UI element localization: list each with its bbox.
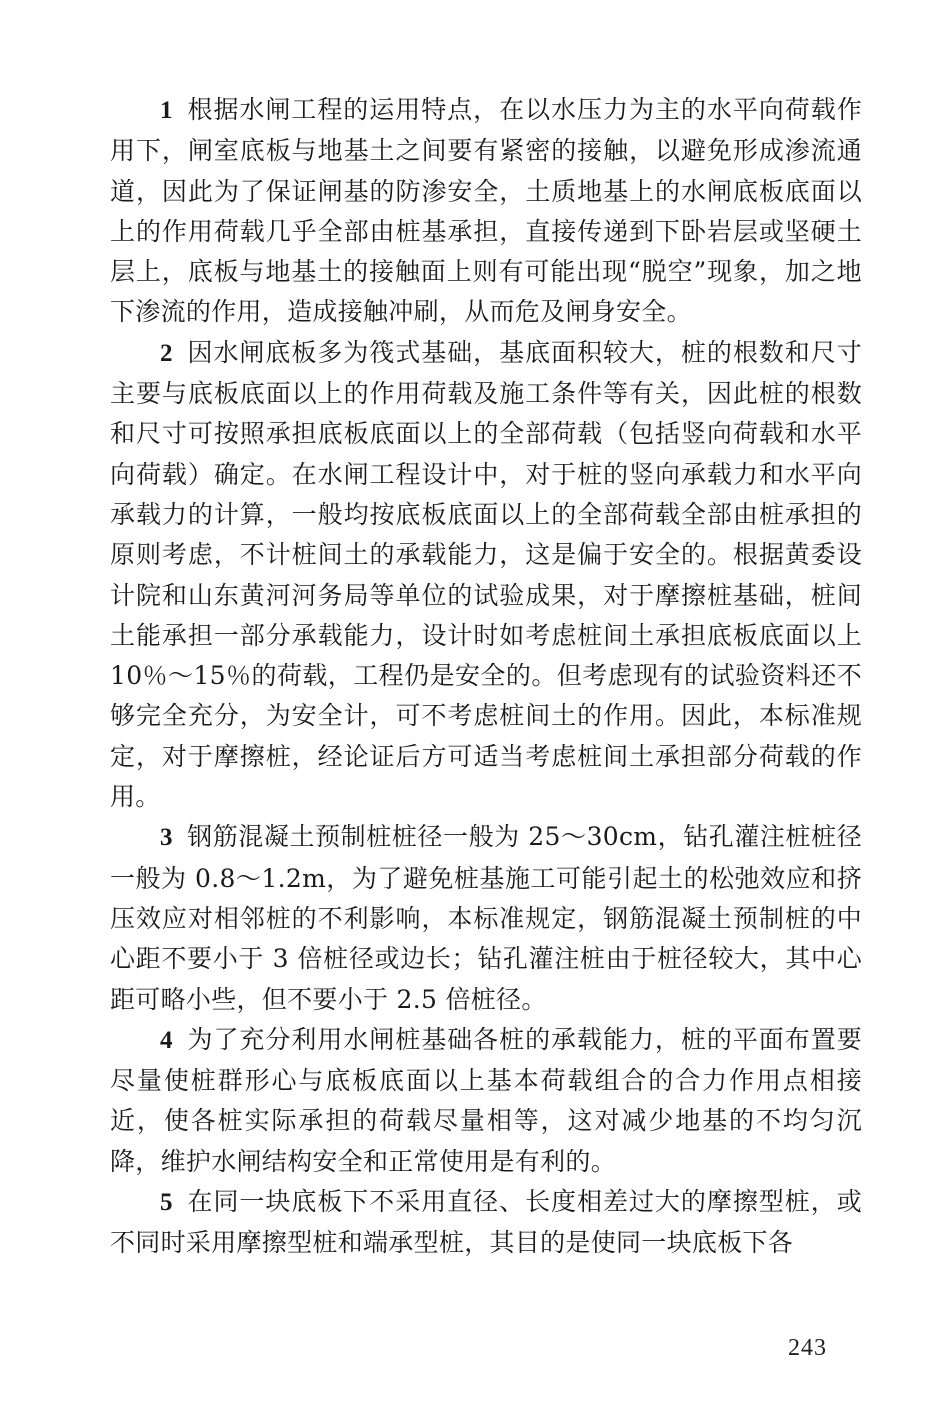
paragraph-3: [110, 817, 862, 1019]
paragraph-number: 3: [160, 824, 173, 852]
paragraph-number: 1: [160, 97, 173, 124]
page-number: 243: [788, 1335, 827, 1361]
paragraph-1: [110, 90, 862, 333]
paragraph-number: 2: [160, 339, 173, 367]
paragraph-number: 5: [160, 1189, 173, 1217]
paragraph-4: [110, 1020, 862, 1182]
paragraph-text: 根据水闸工程的运用特点，在以水压力为主的水平向荷载作用下，闸室底板与地基土之间要有紧密的接触，以避免形成渗流通道，因此为了保证闸基的防渗安全，土质地基上的水闸底板底面以上的作用荷载几乎全部由桩基承担，直接传递到下卧岩层或坚硬土层上，底板与地基土的接触面上则有可能出现“脱空”现象，加之地下渗流的作用，造成接触冲刷，从而危及闸身安全。: [110, 95, 862, 327]
paragraph-number: 4: [160, 1026, 173, 1054]
paragraph-text: 钢筋混凝土预制桩桩径一般为 25～30cm，钻孔灌注桩桩径一般为 0.8～1.2m，为了避免桩基施工可能引起土的松弛效应和挤压效应对相邻桩的不利影响，本标准规定，钢筋混凝土预制桩的中心距不要小于 3 倍桩径或边长；钻孔灌注桩由于桩径较大，其中心距可略小些，但不要小于 2.5 倍桩径。: [110, 822, 862, 1014]
paragraph-text: 因水闸底板多为筏式基础，基底面积较大，桩的根数和尺寸主要与底板底面以上的作用荷载及施工条件等有关，因此桩的根数和尺寸可按照承担底板底面以上的全部荷载（包括竖向荷载和水平向荷载）确定。在水闸工程设计中，对于桩的竖向承载力和水平向承载力的计算，一般均按底板底面以上的全部荷载全部由桩承担的原则考虑，不计桩间土的承载能力，这是偏于安全的。根据黄委设计院和山东黄河河务局等单位的试验成果，对于摩擦桩基础，桩间土能承担一部分承载能力，设计时如考虑桩间土承担底板底面以上 10％～15％的荷载，工程仍是安全的。但考虑现有的试验资料还不够完全充分，为安全计，可不考虑桩间土的作用。因此，本标准规定，对于摩擦桩，经论证后方可适当考虑桩间土承担部分荷载的作用。: [110, 337, 862, 812]
paragraph-text: 为了充分利用水闸桩基础各桩的承载能力，桩的平面布置要尽量使桩群形心与底板底面以上基本荷载组合的合力作用点相接近，使各桩实际承担的荷载尽量相等，这对减少地基的不均匀沉降，维护水闸结构安全和正常使用是有利的。: [110, 1024, 862, 1176]
paragraph-2: [110, 333, 862, 818]
document-body: [110, 90, 862, 1264]
paragraph-text: 在同一块底板下不采用直径、长度相差过大的摩擦型桩，或不同时采用摩擦型桩和端承型桩，其目的是使同一块底板下各: [110, 1187, 862, 1258]
paragraph-5: [110, 1182, 862, 1264]
